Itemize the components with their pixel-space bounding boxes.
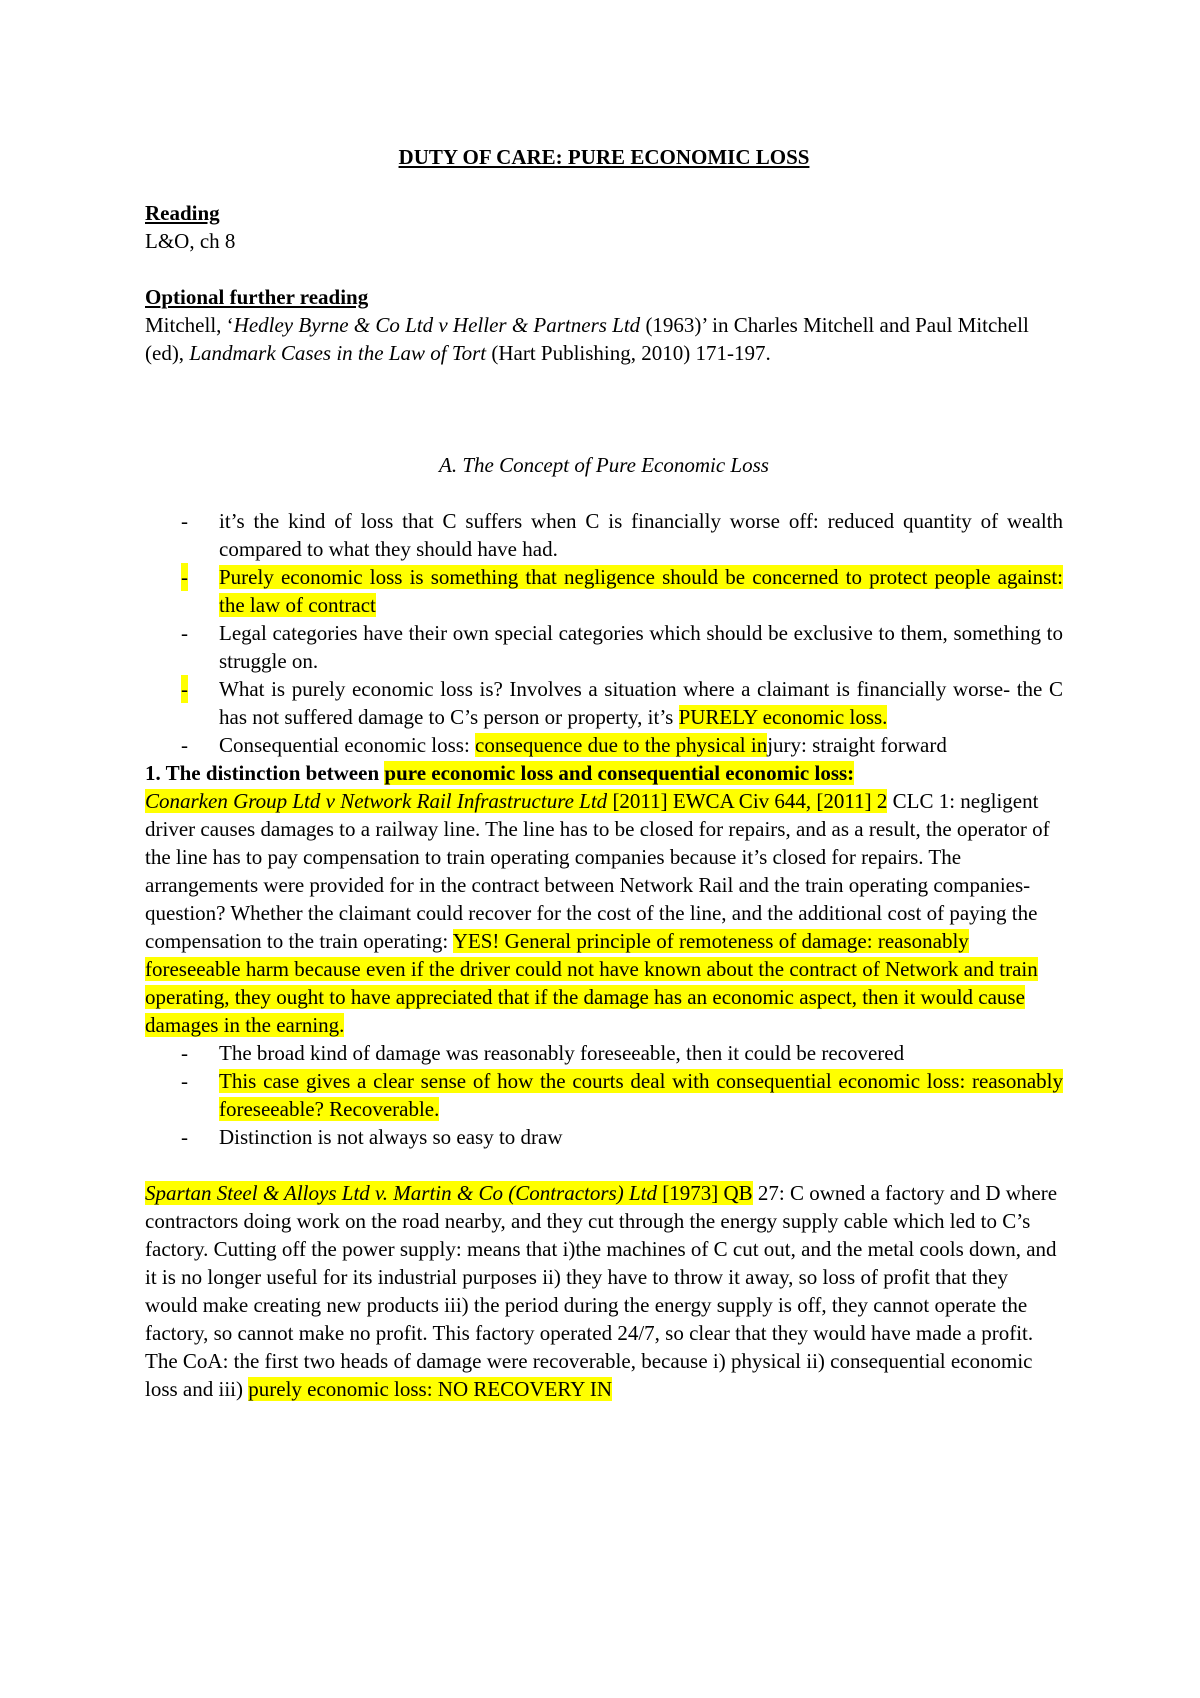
dash-marker: - — [181, 1125, 188, 1149]
list-item — [145, 507, 1063, 563]
list-item — [145, 1039, 1063, 1067]
list-item-text: jury: straight forward — [767, 733, 947, 757]
subheading-text: 1. The distinction between — [145, 761, 385, 785]
document-title: DUTY OF CARE: PURE ECONOMIC LOSS — [398, 145, 810, 169]
case-citation: [1973] QB — [656, 1181, 753, 1205]
list-item — [145, 563, 1063, 619]
list-item — [145, 731, 1063, 759]
conarken-paragraph — [145, 787, 1063, 1039]
bullet-list-a — [145, 507, 1063, 759]
list-item — [145, 1123, 1063, 1151]
dash-marker: - — [181, 1041, 188, 1065]
further-reading-text — [145, 311, 1063, 367]
further-text-part: Mitchell, ‘ — [145, 313, 234, 337]
reading-heading: Reading — [145, 201, 220, 225]
paragraph-highlight: YES! General principle of remoteness of damage: reasonably foreseeable harm because even if the driver could not have known about the contract of Network and train operating, they ought to have appreciated that if the damage has an economic aspect, then it would cause damages in the earning. — [145, 929, 1038, 1037]
list-item-text: Distinction is not always so easy to draw — [219, 1125, 563, 1149]
dash-marker: - — [181, 1069, 188, 1093]
spacer — [145, 479, 1063, 507]
further-text-part: (1963)’ in Charles Mitchell and Paul Mitchell (ed), — [145, 313, 1029, 365]
case-name: Conarken Group Ltd v Network Rail Infrastructure Ltd — [145, 789, 608, 813]
list-item-text: Purely economic loss is something that negligence should be concerned to protect people against: the law of contract — [219, 565, 1063, 617]
paragraph-text: 27: C owned a factory and D where contractors doing work on the road nearby, and they cut through the energy supply cable which led to C’s factory. Cutting off the power supply: means that i)the machines of C cut out, and the metal cools down, and it is no longer useful for its industrial purposes ii) they have to throw it away, so loss of profit that they would make creating new products iii) the period during the energy supply is off, they cannot operate the factory, so cannot make no profit. This factory operated 24/7, so clear that they would have made a profit. The CoA: the first two heads of damage were recoverable, because i) physical ii) consequential economic loss and iii) — [145, 1181, 1058, 1401]
subheading-distinction — [145, 759, 1063, 787]
spacer — [145, 395, 1063, 423]
dash-marker: - — [181, 677, 188, 701]
spacer — [145, 255, 1063, 283]
list-item-highlight: consequence due to the physical in — [475, 733, 768, 757]
list-item-highlight: PURELY economic loss. — [678, 705, 888, 729]
case-name: Hedley Byrne & Co Ltd v Heller & Partners Ltd — [233, 313, 641, 337]
book-title: Landmark Cases in the Law of Tort — [189, 341, 487, 365]
list-item-text: The broad kind of damage was reasonably foreseeable, then it could be recovered — [219, 1041, 905, 1065]
dash-marker: - — [181, 509, 188, 533]
spartan-paragraph — [145, 1179, 1063, 1403]
list-item-text: it’s the kind of loss that C suffers when C is financially worse off: reduced quantity of wealth compared to what they should have had. — [219, 509, 1063, 561]
section-heading-a: A. The Concept of Pure Economic Loss — [439, 453, 769, 477]
dash-marker: - — [181, 733, 188, 757]
list-item — [145, 675, 1063, 731]
list-item — [145, 1067, 1063, 1123]
reading-text: L&O, ch 8 — [145, 229, 236, 253]
list-item-highlight: This case gives a clear sense of how the courts deal with consequential economic loss: reasonably foreseeable? Recoverable. — [219, 1069, 1063, 1121]
case-name: Spartan Steel & Alloys Ltd v. Martin & Co (Contractors) Ltd — [145, 1181, 657, 1205]
spacer — [145, 367, 1063, 395]
further-reading-heading: Optional further reading — [145, 285, 369, 309]
list-item-text: Legal categories have their own special categories which should be exclusive to them, something to struggle on. — [219, 621, 1063, 673]
paragraph-text: CLC 1: negligent driver causes damages to a railway line. The line has to be closed for repairs, and as a result, the operator of the line has to pay compensation to train operating companies because it’s closed for repairs. The arrangements were provided for in the contract between Network Rail and the train operating companies- question? Whether the claimant could recover for the cost of the line, and the additional cost of paying the compensation to the train operating: — [145, 789, 1050, 953]
list-item-text: What is purely economic loss is? Involves a situation where a claimant is financially worse- the C has not suffered damage to C’s person or property, it’s — [219, 677, 1063, 729]
list-item — [145, 619, 1063, 675]
spacer — [145, 1151, 1063, 1179]
spacer — [145, 423, 1063, 451]
bullet-list-b — [145, 1039, 1063, 1151]
document-body — [145, 143, 1063, 1403]
further-text-part: (Hart Publishing, 2010) 171-197. — [486, 341, 771, 365]
list-item-text: Consequential economic loss: — [219, 733, 476, 757]
case-citation: [2011] EWCA Civ 644, [2011] 2 — [607, 789, 888, 813]
dash-marker: - — [181, 565, 188, 589]
paragraph-highlight: purely economic loss: NO RECOVERY IN — [248, 1377, 613, 1401]
dash-marker: - — [181, 621, 188, 645]
subheading-highlight: pure economic loss and consequential economic loss: — [384, 761, 855, 785]
